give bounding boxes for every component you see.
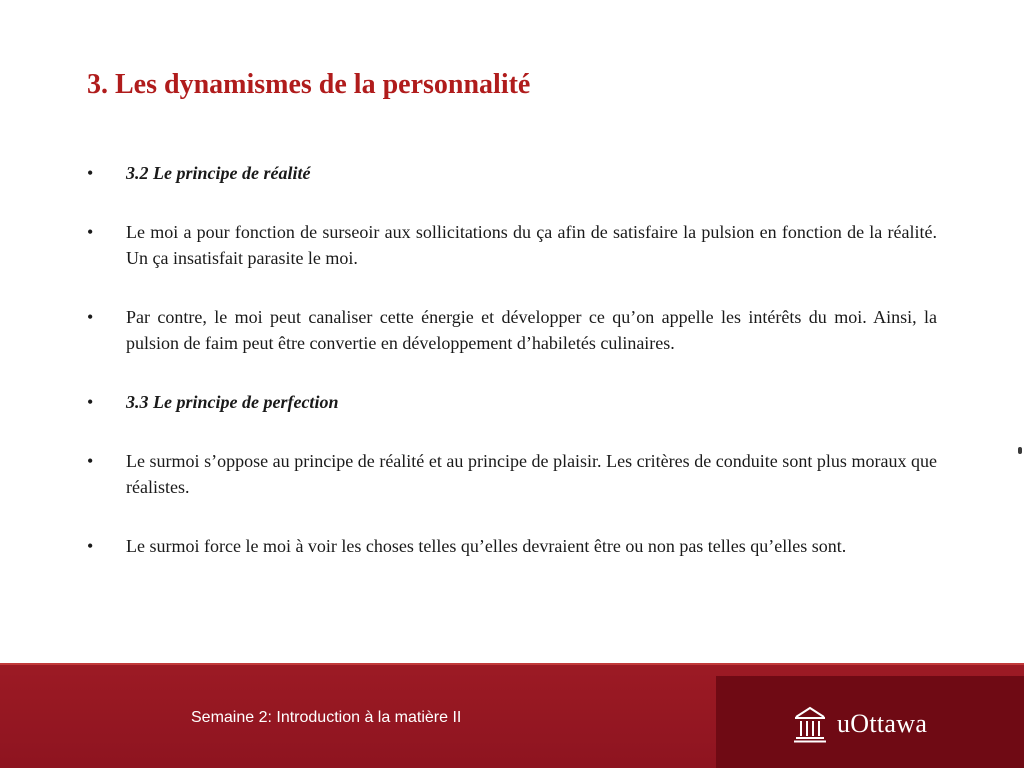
footer-caption: Semaine 2: Introduction à la matière II (191, 709, 462, 726)
bullet-text: Par contre, le moi peut canaliser cette énergie et développer ce qu’on appelle les intérêts du moi. Ainsi, la pulsion de faim peut être convertie en développement d’habiletés culinaires. (126, 307, 937, 353)
slide-title: 3. Les dynamismes de la personnalité (87, 69, 531, 100)
bullet-text: Le surmoi s’oppose au principe de réalité et au principe de plaisir. Les critères de conduite sont plus moraux que réalistes. (126, 451, 937, 497)
bullet-item-surmoi-opposes (87, 448, 937, 500)
logo-text: uOttawa (837, 709, 928, 738)
bullet-dot: • (87, 392, 94, 412)
university-logo (793, 704, 927, 744)
bullet-text: Le moi a pour fonction de surseoir aux sollicitations du ça afin de satisfaire la pulsion en fonction de la réalité. Un ça insatisfait parasite le moi. (126, 222, 937, 268)
bullet-item-heading-reality (87, 160, 937, 186)
bullet-list (87, 160, 937, 592)
bullet-dot: • (87, 536, 94, 556)
bullet-dot: • (87, 451, 94, 471)
bullet-item-heading-perfection (87, 389, 937, 415)
bullet-item-surmoi-forces (87, 533, 937, 559)
bullet-text: 3.2 Le principe de réalité (126, 163, 311, 183)
bullet-item-moi-interests (87, 304, 937, 356)
university-building-icon (793, 705, 827, 743)
bullet-dot: • (87, 222, 94, 242)
edge-mark (1018, 447, 1022, 454)
bullet-dot: • (87, 163, 94, 183)
bullet-dot: • (87, 307, 94, 327)
bullet-item-moi-function (87, 219, 937, 271)
bullet-text: Le surmoi force le moi à voir les choses telles qu’elles devraient être ou non pas telles qu’elles sont. (126, 536, 847, 556)
bullet-text: 3.3 Le principe de perfection (126, 392, 339, 412)
